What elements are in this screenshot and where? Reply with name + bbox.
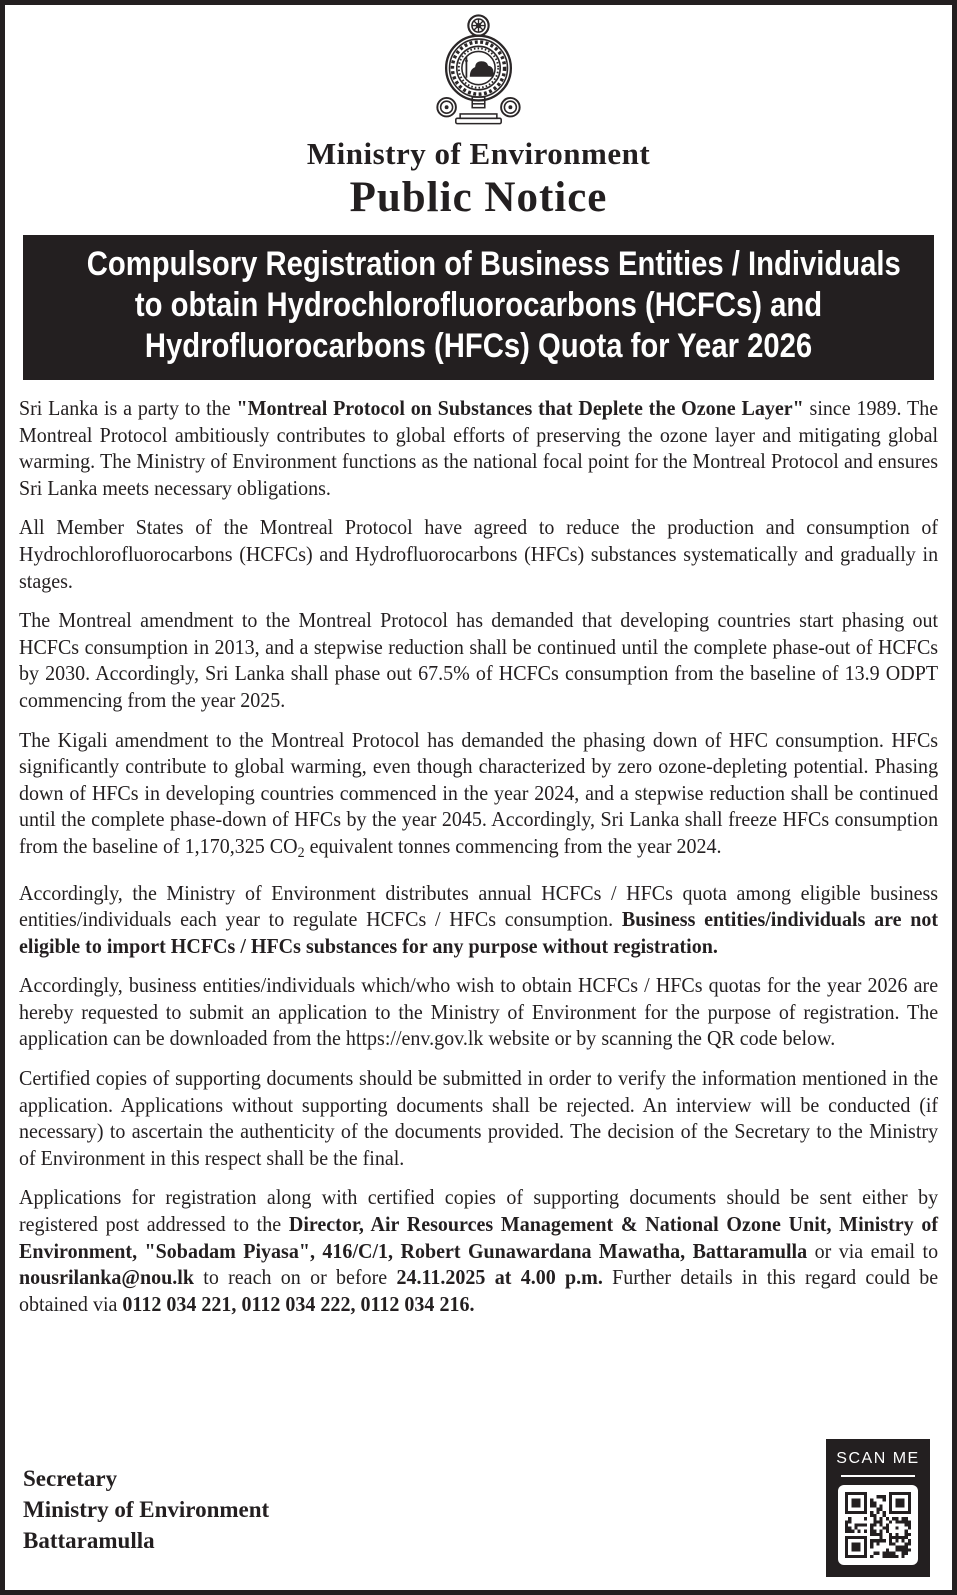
- qr-divider: [841, 1475, 915, 1477]
- banner-line: Compulsory Registration of Business Entities / Individuals: [86, 245, 901, 283]
- sri-lanka-emblem-icon: [430, 13, 527, 127]
- masthead: [19, 5, 938, 222]
- qr-card: [826, 1439, 930, 1577]
- qr-code: [838, 1485, 918, 1565]
- paragraph-submission-details: Applications for registration along with certified copies of supporting documents should be sent either by registered post addressed to the Director, Air Resources Management & National Ozone Unit, Ministry of Environment, "Sobadam Piyasa", 416/C/1, Robert Gunawardana Mawatha, Battaramulla or via email to nousrilanka@nou.lk to reach on or before 24.11.2025 at 4.00 p.m. Further details in this regard could be obtained via 0112 034 221, 0112 034 222, 0112 034 216.: [19, 1185, 939, 1316]
- ministry-name: Ministry of Environment: [306, 136, 651, 171]
- paragraph-application-request: Accordingly, business entities/individuals which/who wish to obtain HCFCs / HFCs quotas for the year 2026 are hereby requested to submit an application to the Ministry of Environment for the purpose of registration. The application can be downloaded from the https://env.gov.lk website or by scanning the QR code below.: [19, 973, 939, 1051]
- signature-line: Secretary: [23, 1466, 118, 1491]
- notice-banner: [23, 235, 934, 380]
- signature-block: [23, 1463, 269, 1556]
- banner-line: to obtain Hydrochlorofluorocarbons (HCFCs) and: [134, 286, 823, 324]
- banner-line: Hydrofluorocarbons (HFCs) Quota for Year 2026: [144, 327, 813, 365]
- page-title: Public Notice: [349, 174, 608, 221]
- notice-body: [19, 395, 938, 1317]
- paragraph-kigali-amendment: The Kigali amendment to the Montreal Protocol has demanded the phasing down of HFC consumption. HFCs significantly contribute to global warming, even though characterized by zero ozone-depleting potential. Phasing down of HFCs in developing countries commenced in the year 2024, and a stepwise reduction shall be continued until the complete phase-down of HFCs by the year 2045. Accordingly, Sri Lanka shall freeze HFCs consumption from the baseline of 1,170,325 $CO_2$ equivalent tonnes commencing from the year 2024.: [19, 727, 939, 861]
- paragraph-montreal-protocol: Sri Lanka is a party to the "Montreal Protocol on Substances that Deplete the Ozone Layer" since 1989. The Montreal Protocol ambitiously contributes to global efforts of preserving the ozone layer and mitigating global warming. The Ministry of Environment functions as the national focal point for the Montreal Protocol and ensures Sri Lanka meets necessary obligations.: [19, 396, 939, 500]
- qr-code-icon: [845, 1492, 911, 1558]
- signature-line: Battaramulla: [23, 1528, 155, 1553]
- paragraph-montreal-amendment: The Montreal amendment to the Montreal Protocol has demanded that developing countries start phasing out HCFCs consumption in 2013, and a stepwise reduction shall be continued until the complete phase-out of HCFCs by 2030. Accordingly, Sri Lanka shall phase out 67.5% of HCFCs consumption from the baseline of 13.9 ODPT commencing from the year 2025.: [19, 608, 939, 712]
- paragraph-quota-distribution: Accordingly, the Ministry of Environment distributes annual HCFCs / HFCs quota among eligible business entities/individuals each year to regulate HCFCs / HFCs consumption. Business entities/individuals are not eligible to import HCFCs / HFCs substances for any purpose without registration.: [19, 880, 939, 958]
- paragraph-member-states: All Member States of the Montreal Protocol have agreed to reduce the production and consumption of Hydrochlorofluorocarbons (HCFCs) and Hydrofluorocarbons (HFCs) substances systematically and gradually in stages.: [19, 515, 939, 593]
- signature-line: Ministry of Environment: [23, 1497, 270, 1522]
- paragraph-supporting-documents: Certified copies of supporting documents should be submitted in order to verify the information mentioned in the application. Applications without supporting documents shall be rejected. An interview will be conducted (if necessary) to ascertain the authenticity of the documents provided. The decision of the Secretary to the Ministry of Environment in this respect shall be the final.: [19, 1066, 939, 1170]
- scan-me-label: SCAN ME: [836, 1450, 920, 1467]
